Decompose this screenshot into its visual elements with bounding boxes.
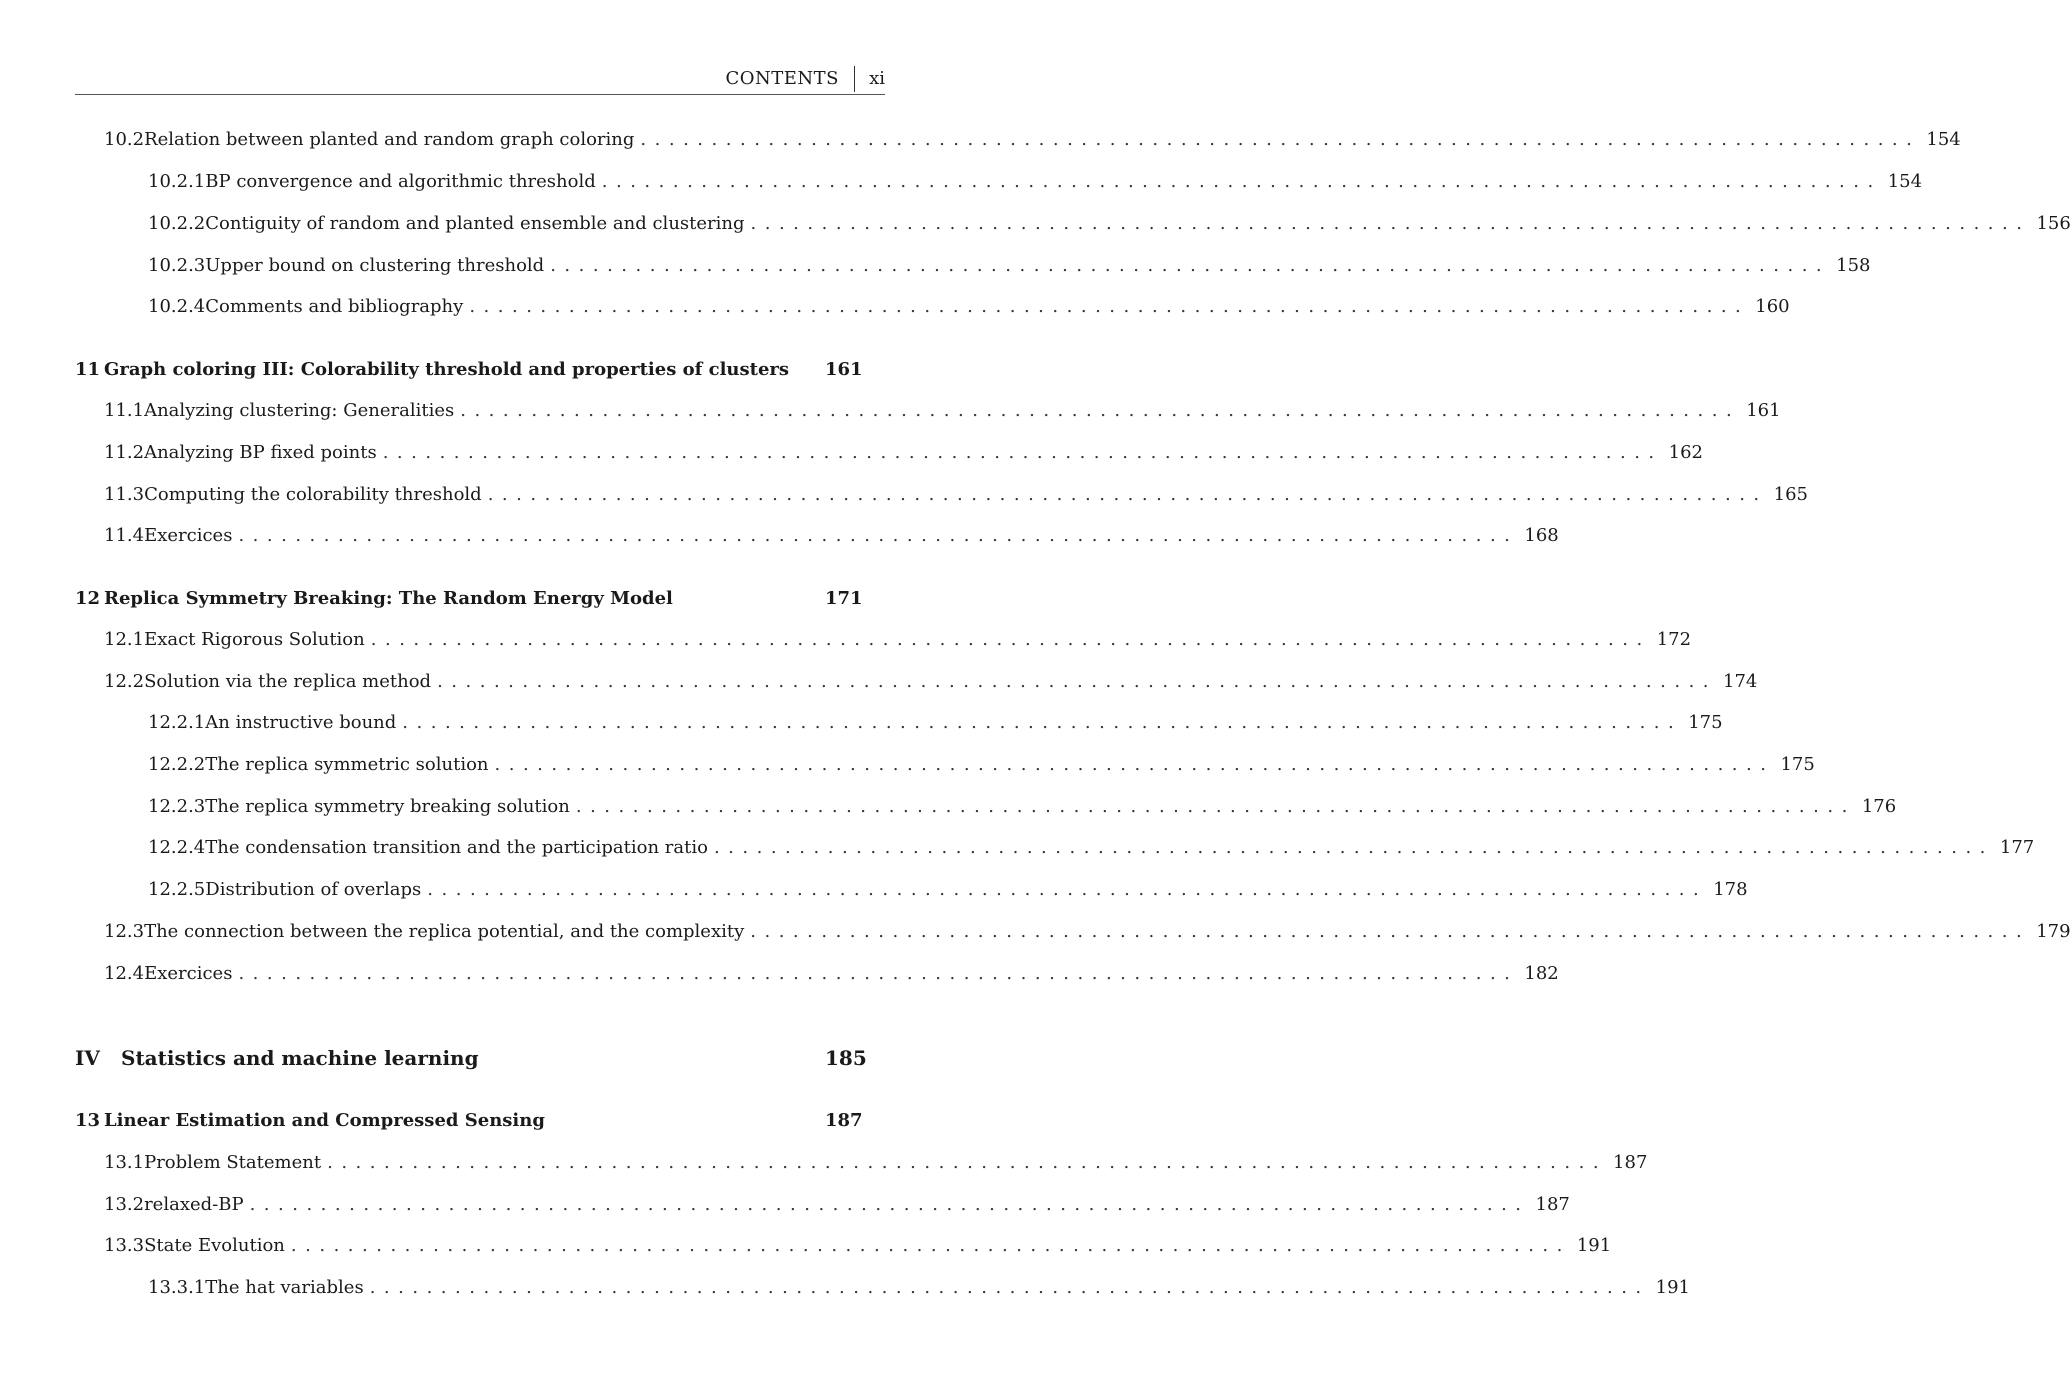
entry-number: 11.2 — [104, 442, 145, 463]
entry-title: Upper bound on clustering threshold — [205, 255, 545, 276]
leader-dots: .......................................................................................... — [327, 1152, 1608, 1173]
entry-title: Solution via the replica method — [144, 671, 432, 692]
leader-dots: .......................................................................................... — [750, 921, 2031, 942]
running-header — [75, 66, 885, 95]
leader-dots: .......................................................................................... — [382, 442, 1663, 463]
entry-title: Contiguity of random and planted ensemble and clustering — [205, 213, 745, 234]
toc-entry-10-2-3[interactable] — [148, 254, 1871, 278]
entry-title: Exact Rigorous Solution — [144, 629, 365, 650]
toc-entry-12-2-4[interactable] — [148, 836, 2035, 860]
leader-dots: .......................................................................................... — [290, 1235, 1571, 1256]
entry-number: 13.3.1 — [148, 1277, 206, 1298]
entry-title: Exercices — [144, 525, 233, 546]
entry-number: 12.2.4 — [148, 837, 206, 858]
entry-number: 12.2.1 — [148, 712, 206, 733]
entry-title: Distribution of overlaps — [205, 879, 422, 900]
entry-number: 12.1 — [104, 629, 145, 650]
entry-title: Comments and bibliography — [205, 296, 464, 317]
leader-dots: .......................................................................................... — [460, 400, 1741, 421]
entry-page: 175 — [1780, 754, 1815, 775]
toc-entry-11-3[interactable] — [104, 483, 1809, 507]
toc-entry-12-4[interactable] — [104, 962, 1559, 986]
entry-page: 172 — [1656, 629, 1692, 650]
leader-dots: .......................................................................................... — [427, 879, 1708, 900]
leader-dots: .......................................................................................... — [550, 255, 1831, 276]
toc-entry-12-3[interactable] — [104, 920, 2071, 944]
toc-chapter-11[interactable] — [75, 358, 863, 382]
toc-entry-10-2-1[interactable] — [148, 170, 1923, 194]
entry-page: 174 — [1723, 671, 1758, 692]
toc-entry-11-2[interactable] — [104, 441, 1704, 465]
entry-page: 175 — [1688, 712, 1723, 733]
entry-page: 156 — [2036, 213, 2071, 234]
entry-number: 11.3 — [104, 484, 145, 505]
leader-dots: .......................................................................................... — [238, 963, 1519, 984]
leader-dots: .......................................................................................... — [469, 296, 1750, 317]
entry-title: An instructive bound — [205, 712, 397, 733]
entry-number: 11.1 — [104, 400, 145, 421]
leader-dots: .......................................................................................... — [402, 712, 1683, 733]
entry-title: The hat variables — [205, 1277, 364, 1298]
leader-dots: .......................................................................................... — [575, 796, 1856, 817]
header-section-title: CONTENTS — [725, 68, 839, 89]
entry-title: The replica symmetry breaking solution — [205, 796, 570, 817]
entry-title: Relation between planted and random graph coloring — [144, 129, 635, 150]
entry-title: relaxed-BP — [144, 1194, 244, 1215]
leader-dots: .......................................................................................... — [437, 671, 1718, 692]
entry-title: Analyzing clustering: Generalities — [144, 400, 455, 421]
entry-number: 12.3 — [104, 921, 145, 942]
entry-page: 182 — [1524, 963, 1559, 984]
entry-title: The replica symmetric solution — [205, 754, 489, 775]
leader-dots: .......................................................................................... — [238, 525, 1519, 546]
toc-entry-13-2[interactable] — [104, 1193, 1570, 1217]
entry-title: BP convergence and algorithmic threshold — [205, 171, 596, 192]
chapter-number: 11 — [75, 359, 101, 380]
entry-page: 165 — [1773, 484, 1809, 505]
entry-number: 12.2.3 — [148, 796, 206, 817]
toc-part-iv[interactable] — [75, 1046, 867, 1070]
toc-entry-11-1[interactable] — [104, 399, 1781, 423]
entry-number: 10.2.1 — [148, 171, 206, 192]
entry-page: 187 — [1535, 1194, 1570, 1215]
entry-page: 161 — [1746, 400, 1781, 421]
entry-page: 154 — [1926, 129, 1961, 150]
leader-dots: .......................................................................................... — [249, 1194, 1530, 1215]
entry-number: 13.1 — [104, 1152, 145, 1173]
toc-entry-10-2-4[interactable] — [148, 295, 1790, 319]
entry-page: 158 — [1836, 255, 1871, 276]
chapter-title: Replica Symmetry Breaking: The Random Energy Model — [104, 588, 673, 609]
toc-entry-12-2-1[interactable] — [148, 711, 1723, 735]
toc-chapter-12[interactable] — [75, 587, 863, 611]
part-title: Statistics and machine learning — [121, 1046, 479, 1070]
entry-page: 162 — [1668, 442, 1704, 463]
entry-page: 160 — [1755, 296, 1790, 317]
part-page: 185 — [825, 1046, 867, 1070]
entry-page: 178 — [1713, 879, 1748, 900]
entry-page: 168 — [1524, 525, 1559, 546]
entry-number: 10.2.2 — [148, 213, 206, 234]
entry-title: State Evolution — [144, 1235, 285, 1256]
toc-entry-12-2-5[interactable] — [148, 878, 1748, 902]
toc-entry-11-4[interactable] — [104, 524, 1559, 548]
toc-chapter-13[interactable] — [75, 1109, 863, 1133]
leader-dots: .......................................................................................... — [713, 837, 1994, 858]
entry-title: Analyzing BP fixed points — [144, 442, 377, 463]
chapter-page: 187 — [825, 1110, 863, 1131]
toc-entry-12-2[interactable] — [104, 670, 1758, 694]
toc-entry-10-2[interactable] — [104, 128, 1961, 152]
entry-number: 10.2.3 — [148, 255, 206, 276]
entry-page: 154 — [1887, 171, 1923, 192]
header-divider — [854, 66, 855, 92]
chapter-title: Graph coloring III: Colorability threshold and properties of clusters — [104, 359, 790, 380]
entry-number: 12.2.2 — [148, 754, 206, 775]
entry-number: 13.2 — [104, 1194, 145, 1215]
entry-page: 176 — [1861, 796, 1897, 817]
entry-title: Problem Statement — [144, 1152, 322, 1173]
header-page-number: xi — [869, 68, 885, 89]
chapter-number: 13 — [75, 1110, 101, 1131]
entry-title: The condensation transition and the participation ratio — [205, 837, 708, 858]
toc-entry-12-2-2[interactable] — [148, 753, 1815, 777]
toc-entry-12-2-3[interactable] — [148, 795, 1897, 819]
entry-title: The connection between the replica potential, and the complexity — [144, 921, 745, 942]
leader-dots: .......................................................................................... — [640, 129, 1921, 150]
entry-title: Exercices — [144, 963, 233, 984]
chapter-number: 12 — [75, 588, 101, 609]
leader-dots: .......................................................................................... — [601, 171, 1882, 192]
entry-number: 10.2 — [104, 129, 145, 150]
entry-page: 177 — [1999, 837, 2035, 858]
entry-page: 191 — [1655, 1277, 1690, 1298]
toc-entry-10-2-2[interactable] — [148, 212, 2071, 236]
toc-entry-13-3-1[interactable] — [148, 1276, 1690, 1300]
entry-number: 13.3 — [104, 1235, 145, 1256]
entry-page: 179 — [2036, 921, 2071, 942]
leader-dots: .......................................................................................... — [750, 213, 2031, 234]
chapter-title: Linear Estimation and Compressed Sensing — [104, 1110, 545, 1131]
leader-dots: .......................................................................................... — [487, 484, 1768, 505]
chapter-page: 161 — [825, 359, 863, 380]
toc-entry-12-1[interactable] — [104, 628, 1692, 652]
entry-number: 11.4 — [104, 525, 145, 546]
chapter-page: 171 — [825, 588, 863, 609]
toc-entry-13-1[interactable] — [104, 1151, 1648, 1175]
leader-dots: .......................................................................................... — [369, 1277, 1650, 1298]
entry-title: Computing the colorability threshold — [144, 484, 482, 505]
entry-page: 191 — [1576, 1235, 1612, 1256]
toc-entry-13-3[interactable] — [104, 1234, 1612, 1258]
entry-number: 12.4 — [104, 963, 145, 984]
entry-number: 12.2 — [104, 671, 145, 692]
entry-number: 12.2.5 — [148, 879, 206, 900]
entry-number: 10.2.4 — [148, 296, 206, 317]
part-number: IV — [75, 1046, 100, 1070]
entry-page: 187 — [1613, 1152, 1648, 1173]
leader-dots: .......................................................................................... — [370, 629, 1651, 650]
leader-dots: .......................................................................................... — [494, 754, 1775, 775]
